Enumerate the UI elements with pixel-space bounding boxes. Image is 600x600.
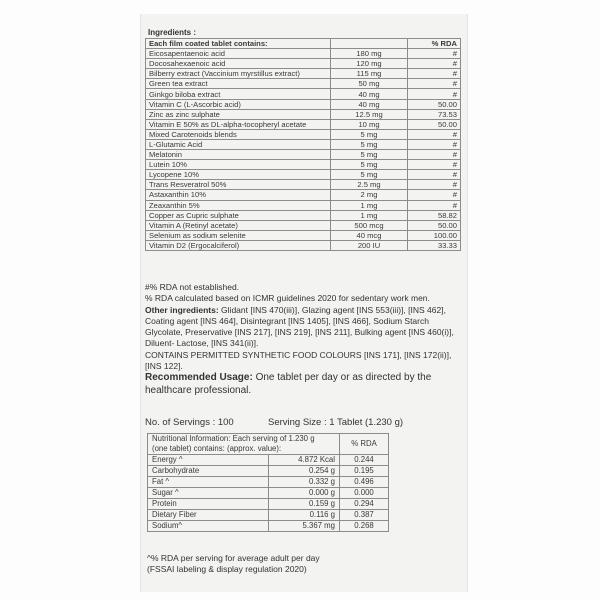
ingredient-name: Green tea extract xyxy=(146,79,331,89)
ingredient-row xyxy=(146,210,461,220)
ingredient-rda: # xyxy=(408,69,461,79)
ingredient-row xyxy=(146,129,461,139)
nutrient-rda: 0.195 xyxy=(340,466,389,477)
ingredient-name: Astaxanthin 10% xyxy=(146,190,331,200)
nutrient-value: 0.000 g xyxy=(269,488,340,499)
rda-calculated-note: % RDA calculated based on ICMR guidelines 2020 for sedentary work men. xyxy=(145,293,430,304)
ingredients-header-qty xyxy=(331,39,408,49)
ingredient-qty: 40 mg xyxy=(331,99,408,109)
ingredient-rda: # xyxy=(408,170,461,180)
nutrition-row xyxy=(148,521,389,532)
footer-line2: (FSSAI labeling & display regulation 2020) xyxy=(147,564,307,574)
nutrient-rda: 0.294 xyxy=(340,499,389,510)
ingredient-name: Lutein 10% xyxy=(146,160,331,170)
nutrient-name: Fat ^ xyxy=(148,477,269,488)
ingredient-row xyxy=(146,119,461,129)
nutrient-value: 5.367 mg xyxy=(269,521,340,532)
nutrient-name: Energy ^ xyxy=(148,455,269,466)
ingredient-name: Melatonin xyxy=(146,150,331,160)
servings-count: No. of Servings : 100 xyxy=(145,417,234,428)
ingredient-rda: 50.00 xyxy=(408,220,461,230)
nutrition-header-row xyxy=(148,434,389,455)
footer-note xyxy=(147,553,320,575)
ingredient-name: Copper as Cupric sulphate xyxy=(146,210,331,220)
ingredient-rda: # xyxy=(408,89,461,99)
nutrition-header-line1: Nutritional Information: Each serving of 1.230 g xyxy=(152,434,315,443)
nutrient-name: Sodium^ xyxy=(148,521,269,532)
ingredients-header-label: Each film coated tablet contains: xyxy=(146,39,331,49)
ingredient-rda: # xyxy=(408,180,461,190)
ingredient-row xyxy=(146,99,461,109)
ingredient-rda: 58.82 xyxy=(408,210,461,220)
ingredient-qty: 200 IU xyxy=(331,240,408,250)
ingredient-qty: 40 mcg xyxy=(331,230,408,240)
nutrient-rda: 0.387 xyxy=(340,510,389,521)
nutrition-row xyxy=(148,466,389,477)
ingredient-notes xyxy=(145,282,463,397)
ingredient-name: Mixed Carotenoids blends xyxy=(146,129,331,139)
other-ingredients-text: Glidant [INS 470(iii)], Glazing agent [INS 553(iii)], [INS 462], Coating agent [INS 464], Disintegrant [INS 1405], [INS 466], Sodium Starch Glycolate, Preservative [INS 217], [INS 219], [INS 211], Bulking agent [INS 460(i)], Diluent- Lactose, [INS 341(ii)]. xyxy=(145,304,454,349)
ingredient-name: Vitamin D2 (Ergocalciferol) xyxy=(146,240,331,250)
nutrient-rda: 0.000 xyxy=(340,488,389,499)
nutrition-row xyxy=(148,510,389,521)
ingredient-rda: # xyxy=(408,79,461,89)
ingredient-rda: # xyxy=(408,200,461,210)
ingredient-row xyxy=(146,200,461,210)
ingredient-row xyxy=(146,49,461,59)
nutrient-name: Dietary Fiber xyxy=(148,510,269,521)
nutrient-value: 0.254 g xyxy=(269,466,340,477)
ingredient-rda: 50.00 xyxy=(408,99,461,109)
ingredients-heading: Ingredients : xyxy=(148,28,197,37)
ingredient-name: Lycopene 10% xyxy=(146,170,331,180)
ingredient-rda: 50.00 xyxy=(408,119,461,129)
ingredient-name: Vitamin A (Retinyl acetate) xyxy=(146,220,331,230)
nutrient-value: 0.116 g xyxy=(269,510,340,521)
ingredient-name: Docosahexaenoic acid xyxy=(146,59,331,69)
ingredient-name: Trans Resveratrol 50% xyxy=(146,180,331,190)
ingredient-qty: 5 mg xyxy=(331,139,408,149)
ingredient-row xyxy=(146,109,461,119)
nutrient-value: 0.332 g xyxy=(269,477,340,488)
ingredient-rda: # xyxy=(408,49,461,59)
nutrient-value: 4.872 Kcal xyxy=(269,455,340,466)
colours-note: CONTAINS PERMITTED SYNTHETIC FOOD COLOURS [INS 171], [INS 172(ii)], [INS 122]. xyxy=(145,349,452,372)
nutrient-rda: 0.268 xyxy=(340,521,389,532)
ingredient-qty: 5 mg xyxy=(331,160,408,170)
ingredient-row xyxy=(146,79,461,89)
ingredient-row xyxy=(146,160,461,170)
nutrient-name: Protein xyxy=(148,499,269,510)
ingredient-qty: 2 mg xyxy=(331,190,408,200)
ingredient-qty: 5 mg xyxy=(331,170,408,180)
servings-line xyxy=(145,417,403,428)
ingredient-qty: 1 mg xyxy=(331,210,408,220)
nutrition-row xyxy=(148,488,389,499)
nutrition-header-text xyxy=(148,434,340,455)
nutrition-row xyxy=(148,455,389,466)
ingredient-qty: 5 mg xyxy=(331,150,408,160)
ingredient-name: Zeaxanthin 5% xyxy=(146,200,331,210)
ingredient-qty: 12.5 mg xyxy=(331,109,408,119)
nutrient-rda: 0.244 xyxy=(340,455,389,466)
nutrient-name: Sugar ^ xyxy=(148,488,269,499)
ingredient-rda: # xyxy=(408,59,461,69)
ingredient-name: Eicosapentaenoic acid xyxy=(146,49,331,59)
ingredient-row xyxy=(146,139,461,149)
recommended-usage-text: One tablet per day or as directed by the healthcare professional. xyxy=(145,372,432,396)
ingredient-rda: 73.53 xyxy=(408,109,461,119)
nutrient-value: 0.159 g xyxy=(269,499,340,510)
ingredient-row xyxy=(146,69,461,79)
ingredient-row xyxy=(146,220,461,230)
ingredient-qty: 1 mg xyxy=(331,200,408,210)
ingredient-name: Zinc as zinc sulphate xyxy=(146,109,331,119)
nutrition-table xyxy=(147,433,389,532)
ingredient-name: Bilberry extract (Vaccinium myrstillus extract) xyxy=(146,69,331,79)
ingredient-rda: # xyxy=(408,139,461,149)
other-ingredients-label: Other ingredients: xyxy=(145,304,219,315)
nutrient-rda: 0.496 xyxy=(340,477,389,488)
ingredients-table xyxy=(145,38,461,251)
ingredient-qty: 40 mg xyxy=(331,89,408,99)
ingredient-name: Ginkgo biloba extract xyxy=(146,89,331,99)
ingredient-name: Vitamin E 50% as DL-alpha-tocopheryl acetate xyxy=(146,119,331,129)
ingredient-qty: 5 mg xyxy=(331,129,408,139)
ingredient-row xyxy=(146,150,461,160)
nutrition-row xyxy=(148,477,389,488)
ingredient-row xyxy=(146,240,461,250)
other-ingredients xyxy=(145,305,463,350)
ingredient-row xyxy=(146,59,461,69)
ingredient-name: Selenium as sodium selenite xyxy=(146,230,331,240)
ingredient-qty: 2.5 mg xyxy=(331,180,408,190)
footer-line1: ^% RDA per serving for average adult per day xyxy=(147,553,320,563)
ingredients-header-rda: % RDA xyxy=(408,39,461,49)
ingredient-rda: # xyxy=(408,150,461,160)
ingredient-name: L-Glutamic Acid xyxy=(146,139,331,149)
nutrition-header-line2: (one tablet) contains: (approx. value): xyxy=(152,444,282,453)
ingredient-rda: # xyxy=(408,160,461,170)
ingredient-row xyxy=(146,170,461,180)
ingredient-rda: # xyxy=(408,190,461,200)
ingredient-qty: 120 mg xyxy=(331,59,408,69)
nutrition-row xyxy=(148,499,389,510)
ingredients-header-row xyxy=(146,39,461,49)
ingredient-rda: # xyxy=(408,129,461,139)
ingredient-rda: 33.33 xyxy=(408,240,461,250)
ingredient-name: Vitamin C (L-Ascorbic acid) xyxy=(146,99,331,109)
ingredient-row xyxy=(146,180,461,190)
serving-size: Serving Size : 1 Tablet (1.230 g) xyxy=(268,417,404,428)
ingredient-qty: 115 mg xyxy=(331,69,408,79)
ingredient-row xyxy=(146,190,461,200)
ingredient-row xyxy=(146,89,461,99)
recommended-usage xyxy=(145,372,463,397)
rda-not-established-note: #% RDA not established. xyxy=(145,282,240,292)
ingredient-row xyxy=(146,230,461,240)
ingredient-qty: 10 mg xyxy=(331,119,408,129)
nutrient-name: Carbohydrate xyxy=(148,466,269,477)
recommended-usage-label: Recommended Usage: xyxy=(145,372,253,384)
nutrition-header-rda: % RDA xyxy=(340,434,389,455)
ingredient-qty: 180 mg xyxy=(331,49,408,59)
ingredient-qty: 50 mg xyxy=(331,79,408,89)
ingredient-rda: 100.00 xyxy=(408,230,461,240)
ingredient-qty: 500 mcg xyxy=(331,220,408,230)
